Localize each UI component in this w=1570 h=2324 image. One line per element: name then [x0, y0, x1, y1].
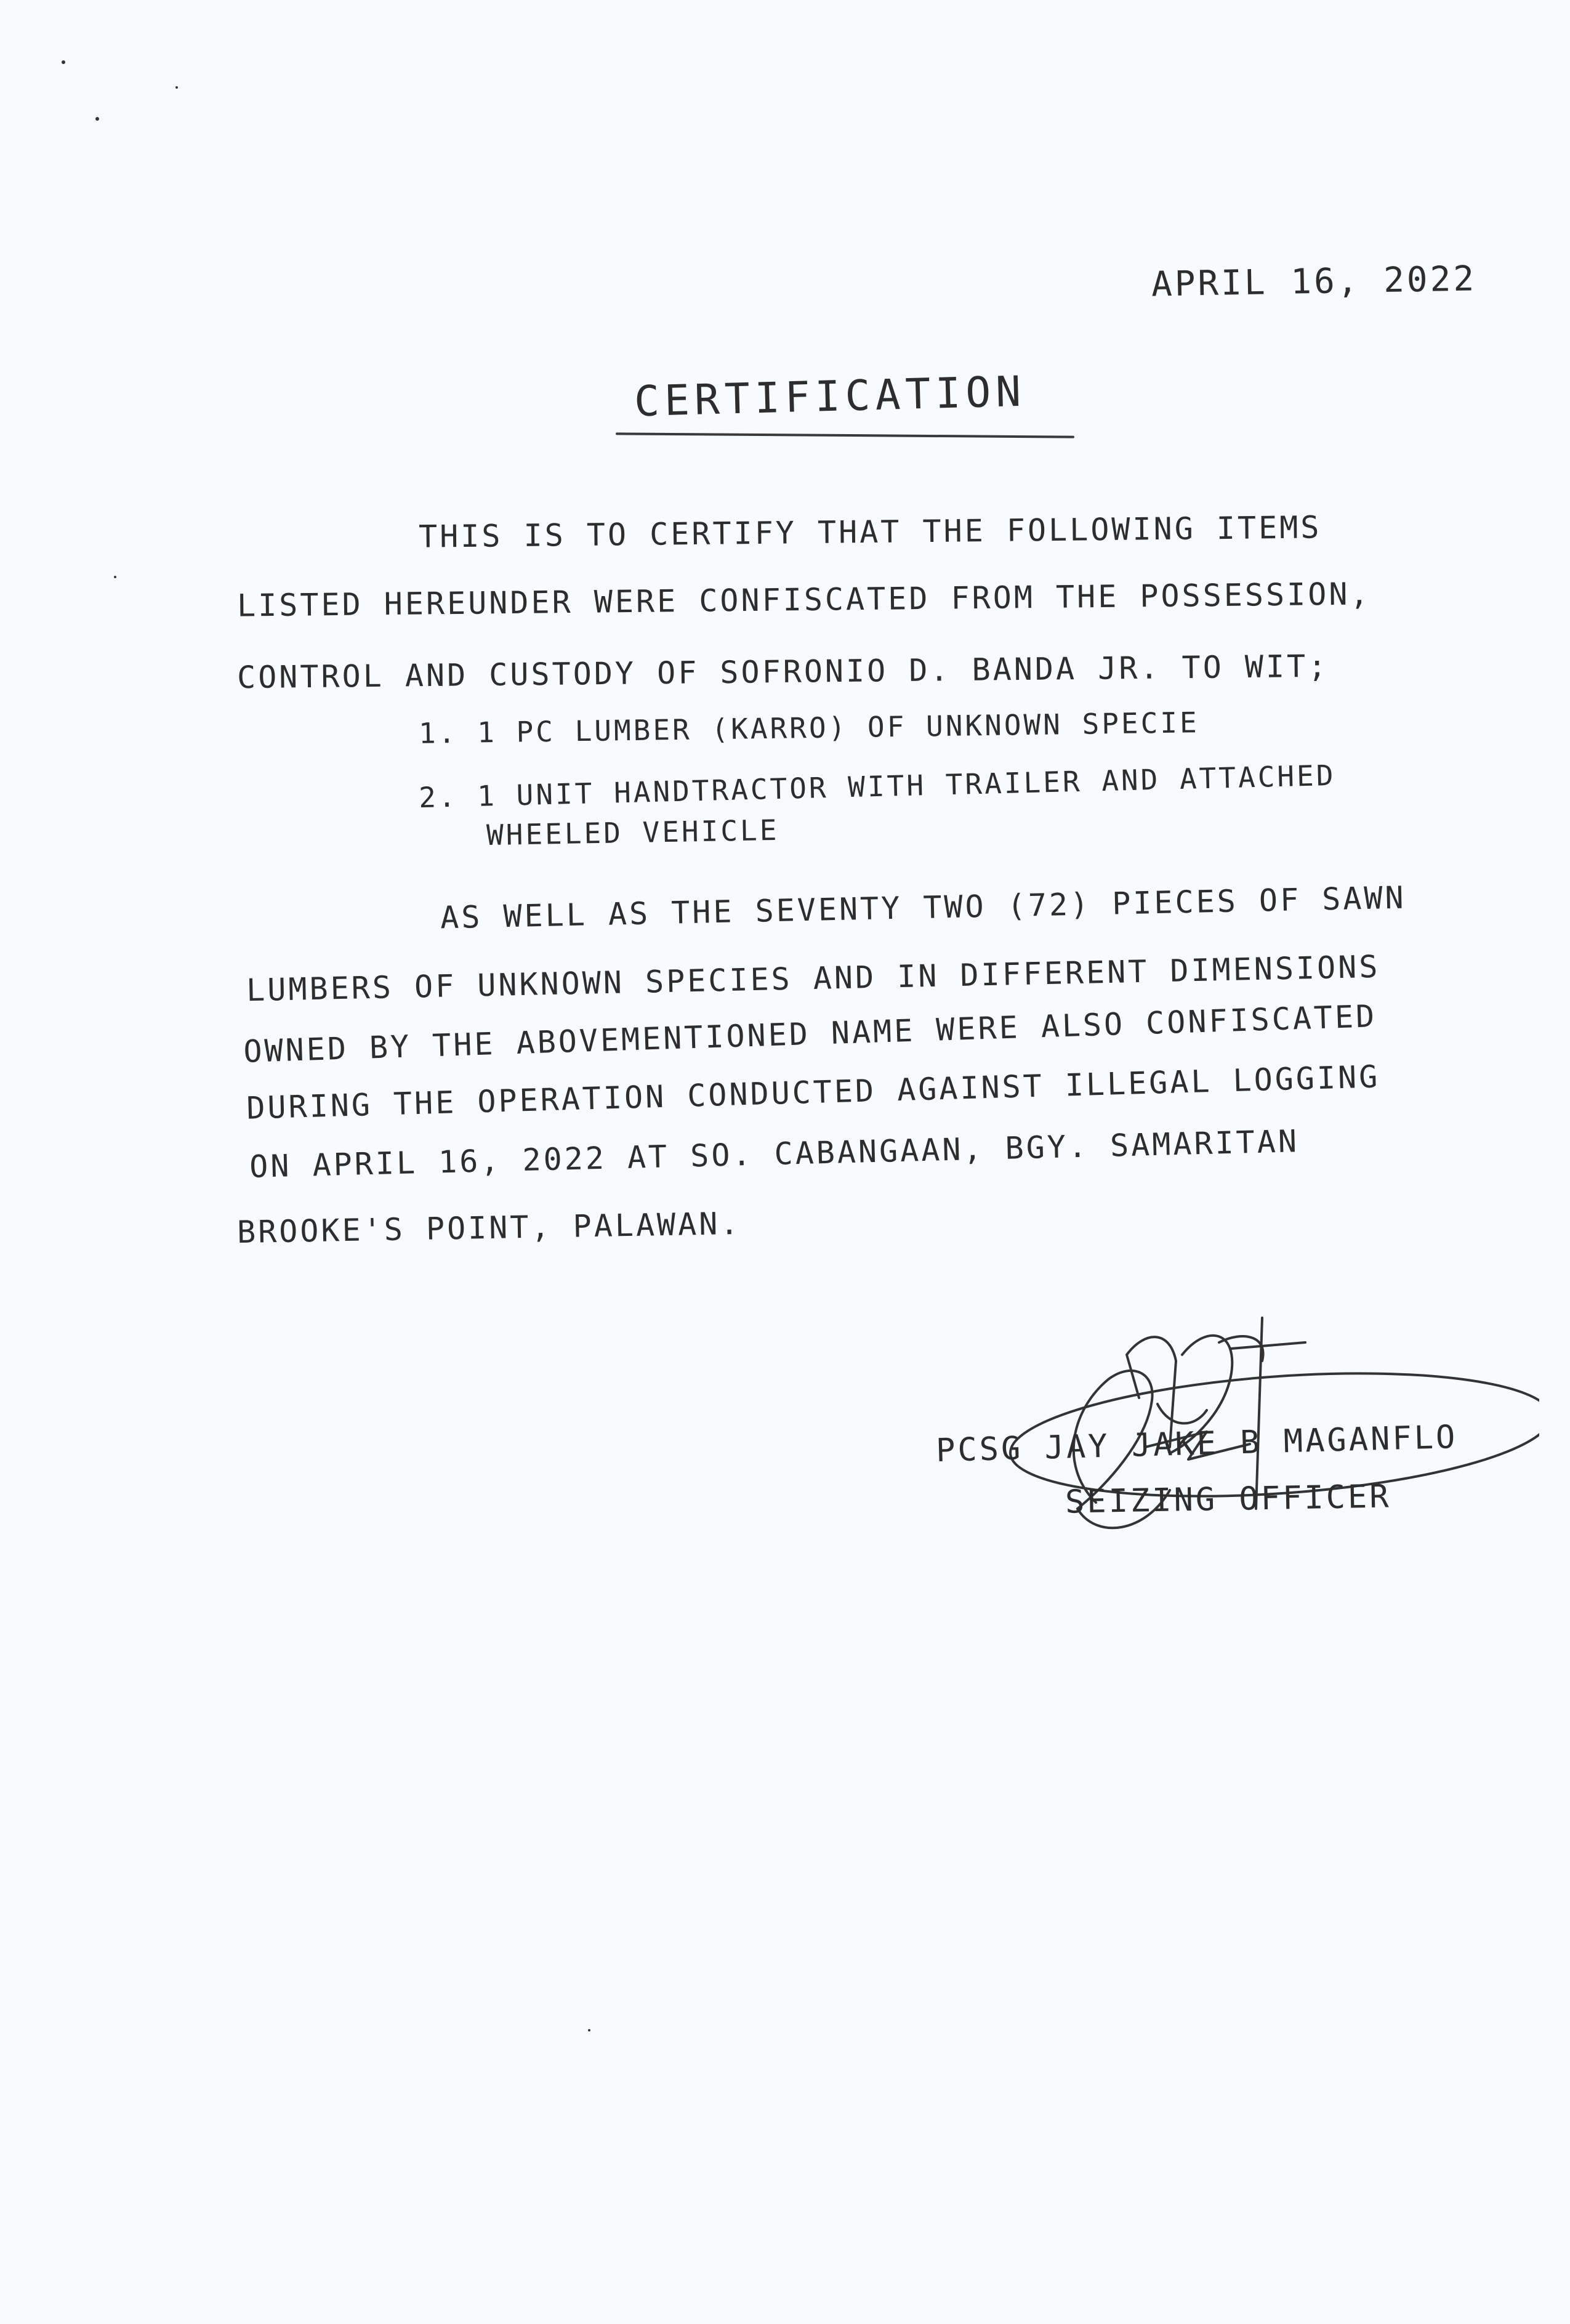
scan-speck — [62, 60, 65, 64]
paragraph2-line-6: BROOKE'S POINT, PALAWAN. — [236, 1205, 741, 1251]
scan-speck — [175, 86, 178, 89]
paragraph2-line-3: OWNED BY THE ABOVEMENTIONED NAME WERE ALSO CONFISCATED — [243, 998, 1378, 1070]
paragraph2-line-4: DURING THE OPERATION CONDUCTED AGAINST ILLEGAL LOGGING — [246, 1059, 1380, 1126]
paragraph2-line-5: ON APRIL 16, 2022 AT SO. CABANGAAN, BGY. SAMARITAN — [249, 1123, 1300, 1185]
paragraph1-line-2: LISTED HEREUNDER WERE CONFISCATED FROM THE POSSESSION, — [236, 576, 1371, 624]
document-date: APRIL 16, 2022 — [1151, 259, 1477, 305]
list-item-1: 1. 1 PC LUMBER (KARRO) OF UNKNOWN SPECIE — [418, 706, 1200, 750]
paragraph2-line-2: LUMBERS OF UNKNOWN SPECIES AND IN DIFFERENT DIMENSIONS — [246, 948, 1380, 1009]
signatory-role: SEIZING OFFICER — [1065, 1478, 1392, 1521]
scan-speck — [114, 576, 116, 578]
paragraph2-line-1: AS WELL AS THE SEVENTY TWO (72) PIECES OF SAWN — [440, 879, 1407, 936]
title-underline — [616, 432, 1074, 438]
paragraph1-line-1: THIS IS TO CERTIFY THAT THE FOLLOWING ITEMS — [418, 509, 1322, 555]
list-item-2: 2. 1 UNIT HANDTRACTOR WITH TRAILER AND ATTACHED — [418, 758, 1337, 815]
scan-speck — [95, 117, 99, 121]
paragraph1-line-3: CONTROL AND CUSTODY OF SOFRONIO D. BANDA JR. TO WIT; — [236, 648, 1329, 696]
scan-speck — [588, 2029, 590, 2031]
list-item-2-continued: WHEELED VEHICLE — [486, 813, 779, 852]
document-title: CERTIFICATION — [634, 367, 1027, 427]
signatory-name: PCSG JAY JAKE B MAGANFLO — [935, 1418, 1458, 1470]
